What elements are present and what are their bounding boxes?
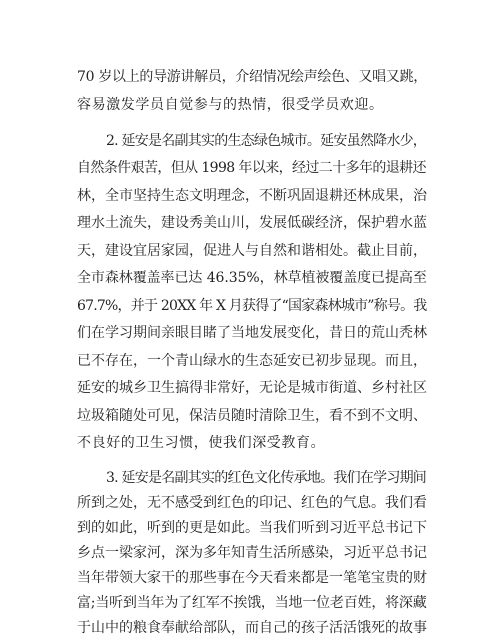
paragraph-1-line-1: 70 岁以上的导游讲解员，介绍情况绘声绘色、又唱又跳， — [77, 69, 427, 85]
paragraph-2-line-11: 垃圾箱随处可见，保洁员随时清除卫生，看不到不文明、 — [77, 408, 427, 424]
paragraph-3-line-6: 富;当听到当年为了红军不挨饿，当地一位老百姓，将深藏 — [77, 595, 427, 611]
paragraph-2-line-7: 67.7%，并于 20XX 年 X 月获得了“国家森林城市”称号。我 — [77, 298, 427, 314]
paragraph-3-line-7: 于山中的粮食奉献给部队，而自己的孩子活活饿死的故事 — [77, 620, 427, 636]
paragraph-3-line-3: 到的如此，听到的更是如此。当我们听到习近平总书记下 — [77, 520, 427, 536]
paragraph-2-line-6: 全市森林覆盖率已达 46.35%，林草植被覆盖度已提高至 — [77, 270, 427, 286]
paragraph-3-line-4: 乡点一梁家河，深为多年知青生活所感染，习近平总书记 — [77, 545, 427, 561]
paragraph-2-line-3: 林，全市坚持生态文明理念，不断巩固退耕还林成果，治 — [77, 188, 427, 204]
paragraph-2-line-10: 延安的城乡卫生搞得非常好，无论是城市街道、乡村社区 — [77, 380, 427, 396]
paragraph-2-line-1: 2. 延安是名副其实的生态绿色城市。延安虽然降水少， — [106, 133, 427, 149]
paragraph-2-line-9: 已不存在，一个青山绿水的生态延安已初步显现。而且， — [77, 353, 427, 369]
paragraph-2-line-4: 理水土流失，建设秀美山川，发展低碳经济，保护碧水蓝 — [77, 215, 427, 231]
paragraph-2-line-2: 自然条件艰苦，但从 1998 年以来，经过二十多年的退耕还 — [77, 160, 426, 176]
paragraph-2-line-5: 天，建设宜居家园，促进人与自然和谐相处。截止目前， — [77, 243, 427, 259]
paragraph-3-line-1: 3. 延安是名副其实的红色文化传承地。我们在学习期间 — [106, 470, 427, 486]
paragraph-2-line-8: 们在学习期间亲眼目睹了当地发展变化，昔日的荒山秃林 — [77, 325, 427, 341]
paragraph-3-line-2: 所到之处，无不感受到红色的印记、红色的气息。我们看 — [77, 495, 427, 511]
paragraph-2-line-12: 不良好的卫生习惯，使我们深受教育。 — [77, 435, 326, 451]
paragraph-1-line-2: 容易激发学员自觉参与的热情，很受学员欢迎。 — [77, 97, 384, 113]
paragraph-3-line-5: 当年带领大家干的那些事在今天看来都是一笔笔宝贵的财 — [77, 570, 427, 586]
